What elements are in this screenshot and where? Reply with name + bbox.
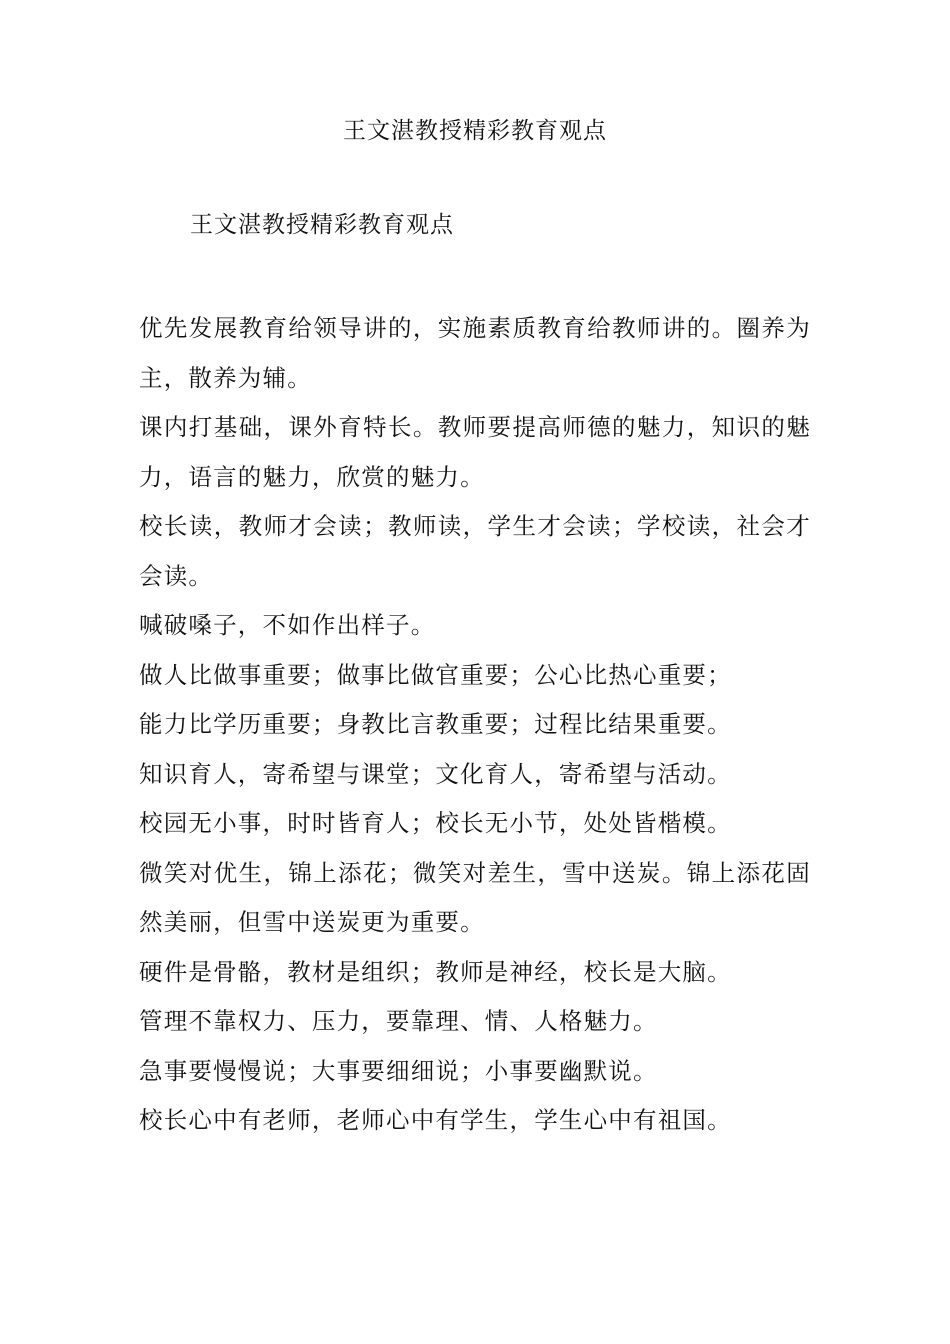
paragraph: 急事要慢慢说；大事要细细说；小事要幽默说。 <box>139 1056 658 1085</box>
document-subtitle: 王文湛教授精彩教育观点 <box>190 212 454 238</box>
paragraph: 课内打基础，课外育特长。教师要提高师德的魅力，知识的魅力，语言的魅力，欣赏的魅力。 <box>139 413 811 491</box>
paragraph: 知识育人，寄希望与课堂；文化育人，寄希望与活动。 <box>139 759 732 788</box>
paragraph: 校园无小事，时时皆育人；校长无小节，处处皆楷模。 <box>139 809 732 837</box>
paragraph: 微笑对优生，锦上添花；微笑对差生，雪中送炭。锦上添花固然美丽，但雪中送炭更为重要。 <box>139 858 811 936</box>
paragraph: 优先发展教育给领导讲的，实施素质教育给教师讲的。圈养为主，散养为辅。 <box>139 314 811 392</box>
document-body <box>139 304 811 1146</box>
paragraph: 硬件是骨骼，教材是组织；教师是神经，校长是大脑。 <box>139 957 732 986</box>
paragraph: 校长心中有老师，老师心中有学生，学生心中有祖国。 <box>139 1106 732 1134</box>
paragraph: 校长读，教师才会读；教师读，学生才会读；学校读，社会才会读。 <box>139 512 811 590</box>
paragraph: 做人比做事重要；做事比做官重要；公心比热心重要； <box>139 660 732 689</box>
paragraph: 管理不靠权力、压力，要靠理、情、人格魅力。 <box>139 1007 658 1035</box>
paragraph: 喊破嗓子，不如作出样子。 <box>139 611 436 639</box>
paragraph: 能力比学历重要；身教比言教重要；过程比结果重要。 <box>139 710 732 738</box>
document-title: 王文湛教授精彩教育观点 <box>343 118 607 144</box>
